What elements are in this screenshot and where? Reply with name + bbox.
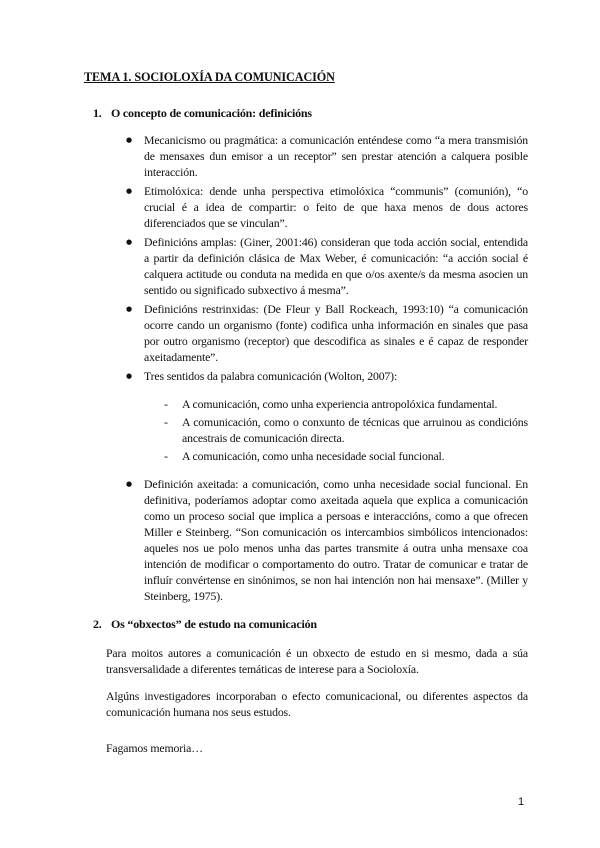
document-title: TEMA 1. SOCIOLOXÍA DA COMUNICACIÓN xyxy=(84,70,335,84)
list-item xyxy=(126,476,528,604)
sub-list-item xyxy=(144,396,528,412)
bullet-text-restrinxidas: Definicións restrinxidas: (De Fleur y Ball Rockeach, 1993:10) “a comunicación ocorre cando un organismo (fonte) codifica unha información en sinales que pasa por outro organismo (receptor) que descodifica as sinales e é capaz de responder axeitadamente”. xyxy=(144,302,528,364)
bullet-text-axeitada: Definición axeitada: a comunicación, como unha necesidade social funcional. En definitiva, poderíamos adoptar como axeitada aquela que explica a comunicación como un proceso social que implica a persoas e interaccións, como a que ofrecen Miller e Steinberg. “Son comunicación os intercambios simbólicos intencionados: aqueles nos ue polo menos unha das partes transmite á outra unha mensaxe coa intención de modificar o comportamento do outro. Tratar de comunicar e tratar de influír convértense en sinónimos, se non hai intención non hai mensaxe”. (Miller y Steinberg, 1975). xyxy=(144,477,528,603)
list-item xyxy=(126,368,528,464)
sub-item-text: A comunicación, como o conxunto de técnicas que arruinou as condicións ancestrais de comunicación directa. xyxy=(182,415,528,445)
section-2-title: Os “obxectos” de estudo na comunicación xyxy=(111,617,317,631)
section-2-heading xyxy=(93,617,317,632)
bullet-text-etimoloxica: Etimolóxica: dende unha perspectiva etimolóxica “communis” (comunión), “o crucial é a idea de compartir: o feito de que haxa menos de dous actores diferenciados que se vinculan”. xyxy=(144,184,528,230)
paragraph: Fagamos memoria… xyxy=(106,741,203,755)
section-1-number: 1. xyxy=(93,106,102,120)
paragraph: Para moitos autores a comunicación é un obxecto de estudo en si mesmo, dada a súa transversalidade a diferentes temáticas de interese para a Socioloxía. xyxy=(106,646,528,676)
sub-list xyxy=(144,396,528,464)
page-number: 1 xyxy=(518,796,525,808)
section-1-title: O concepto de comunicación: definicións xyxy=(111,106,312,120)
sub-item-text: A comunicación, como unha necesidade social funcional. xyxy=(182,449,445,463)
section-1-heading xyxy=(93,106,312,121)
sub-list-item xyxy=(144,414,528,446)
bullet-text-tres-sentidos: Tres sentidos da palabra comunicación (Wolton, 2007): xyxy=(144,369,398,383)
definitions-list xyxy=(126,132,528,607)
list-item xyxy=(126,183,528,231)
bullet-text-mecanicismo: Mecanicismo ou pragmática: a comunicación enténdese como “a mera transmisión de mensaxes dun emisor a un receptor” sen prestar atención a calquera posible interacción. xyxy=(144,133,528,179)
sub-item-text: A comunicación, como unha experiencia antropolóxica fundamental. xyxy=(182,397,498,411)
list-item xyxy=(126,234,528,298)
sub-list-item xyxy=(144,448,528,464)
bullet-text-amplas: Definicións amplas: (Giner, 2001:46) consideran que toda acción social, entendida a partir da definición clásica de Max Weber, é comunicación: “a acción social é calquera actitude ou conduta na medida en que o/os axente/s da mesma asocien un sentido ou significado subxectivo á mesma”. xyxy=(144,235,528,297)
section-2-number: 2. xyxy=(93,617,102,631)
list-item xyxy=(126,301,528,365)
paragraph: Algúns investigadores incorporaban o efecto comunicacional, ou diferentes aspectos da comunicación humana nos seus estudos. xyxy=(106,689,528,719)
list-item xyxy=(126,132,528,180)
